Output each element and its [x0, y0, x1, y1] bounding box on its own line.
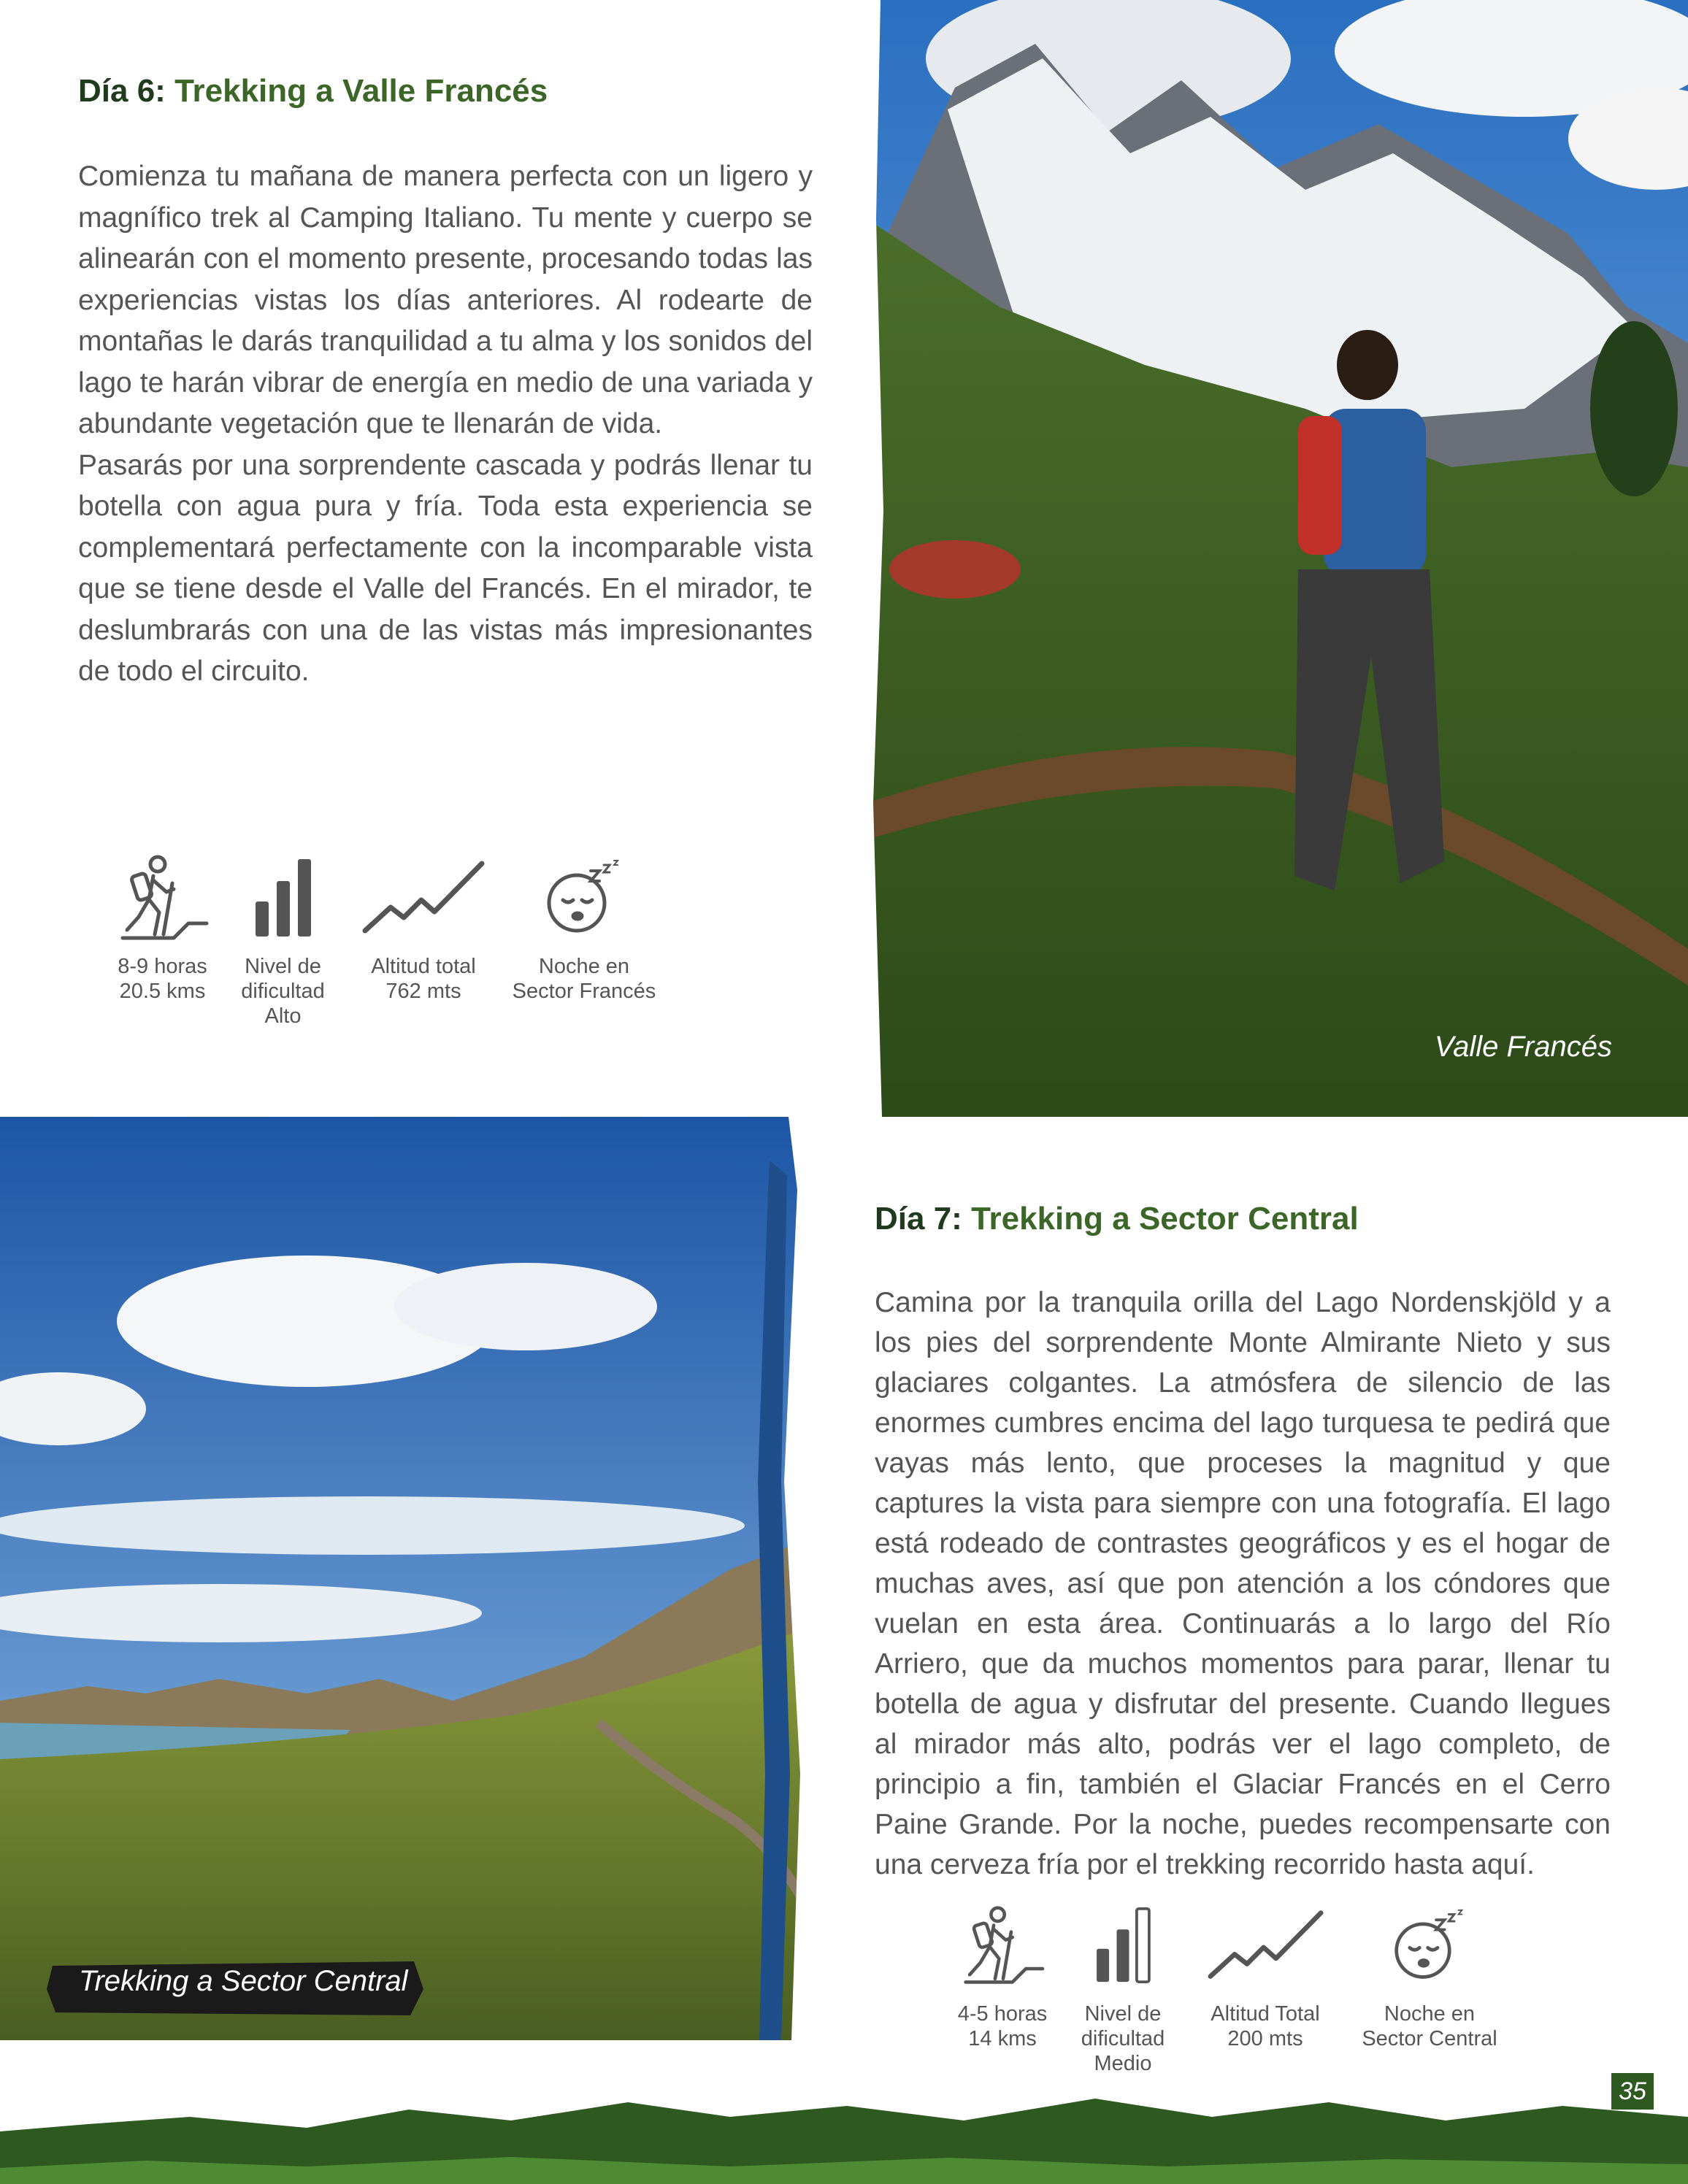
hiker-icon	[959, 1898, 1046, 1993]
day7-title	[875, 1201, 1359, 1237]
day7-stat-altitude-label: Altitud Total 200 mts	[1211, 2002, 1320, 2050]
day6-stat-difficulty	[234, 850, 332, 1028]
day7-stat-night-label: Noche en Sector Central	[1362, 2002, 1497, 2050]
altitude-graph-icon	[361, 850, 486, 945]
day7-description	[875, 1283, 1611, 1885]
sleep-face-icon	[1392, 1898, 1468, 1993]
day6-stat-altitude-label: Altitud total 762 mts	[371, 955, 476, 1003]
day6-stat-difficulty-label: Nivel de dificultad Alto	[241, 955, 325, 1028]
day7-stat-altitude	[1196, 1898, 1335, 2076]
valle-frances-caption: Valle Francés	[1434, 1031, 1612, 1063]
day6-title	[78, 73, 548, 109]
sector-central-caption: Trekking a Sector Central	[79, 1965, 408, 1997]
day7-stat-duration	[948, 1898, 1057, 2076]
sleep-face-icon	[544, 850, 624, 945]
day7-stat-difficulty-label: Nivel de dificultad Medio	[1081, 2002, 1165, 2075]
day6-paragraph-1: Comienza tu mañana de manera perfecta con un ligero y magnífico trek al Camping Italiano. Tu mente y cuerpo se alinearán con el momento presente, procesando todas las experiencias vistas los días anteriores. Al rodearte de montañas le darás tranquilidad a tu alma y los sonidos del lago te harán vibrar de energía en medio de una variada y abundante vegetación que te llenarán de vida.	[78, 161, 813, 439]
day6-stats	[106, 850, 664, 1028]
valle-frances-photo	[867, 0, 1688, 1117]
day6-description	[78, 156, 813, 693]
hiker-icon	[115, 850, 210, 945]
altitude-graph-icon	[1205, 1898, 1326, 1993]
day6-day-label: Día 6:	[78, 73, 166, 109]
page-number: 35	[1611, 2073, 1654, 2110]
difficulty-bars-icon	[1095, 1898, 1151, 1993]
day7-stat-duration-label: 4-5 horas 14 kms	[957, 2002, 1048, 2050]
day6-stat-altitude	[354, 850, 493, 1028]
day7-stats	[948, 1898, 1506, 2076]
day6-stat-duration	[106, 850, 219, 1028]
day7-paragraph-1: Camina por la tranquila orilla del Lago Nordenskjöld y a los pies del sorprendente Monte Almirante Nieto y sus glaciares colgantes. La atmósfera de silencio de las enormes cumbres encima del lago turquesa te pedirá que vayas más lento, que proceses la magnitud y que captures la vista para siempre con una fotografía. El lago está rodeado de contrastes geográficos y es el hogar de muchas aves, así que pon atención a los cóndores que vuelan en esta área. Continuarás a lo largo del Río Arriero, que da muchos momentos para parar, llenar tu botella de agua y disfrutar del presente. Cuando llegues al mirador más alto, podrás ver el lago completo, de principio a fin, también el Glaciar Francés en el Cerro Paine Grande. Por la noche, puedes recompensarte con una cerveza fría por el trekking recorrido hasta aquí.	[875, 1287, 1611, 1880]
sector-central-photo	[0, 1117, 806, 2040]
day6-title-text: Trekking a Valle Francés	[174, 73, 548, 109]
day6-stat-night	[504, 850, 664, 1028]
day7-day-label: Día 7:	[875, 1201, 962, 1237]
day7-stat-difficulty	[1072, 1898, 1174, 2076]
difficulty-bars-icon	[254, 850, 312, 945]
footer-mountains	[0, 2088, 1688, 2184]
day7-title-text: Trekking a Sector Central	[971, 1201, 1359, 1237]
day6-stat-night-label: Noche en Sector Francés	[512, 955, 656, 1003]
day6-stat-duration-label: 8-9 horas 20.5 kms	[118, 955, 207, 1003]
day7-stat-night	[1353, 1898, 1506, 2076]
day6-paragraph-2: Pasarás por una sorprendente cascada y podrás llenar tu botella con agua pura y fría. Toda esta experiencia se complementará perfectamente con la incomparable vista que se tiene desde el Valle del Francés. En el mirador, te deslumbrarás con una de las vistas más impresionantes de todo el circuito.	[78, 449, 813, 687]
